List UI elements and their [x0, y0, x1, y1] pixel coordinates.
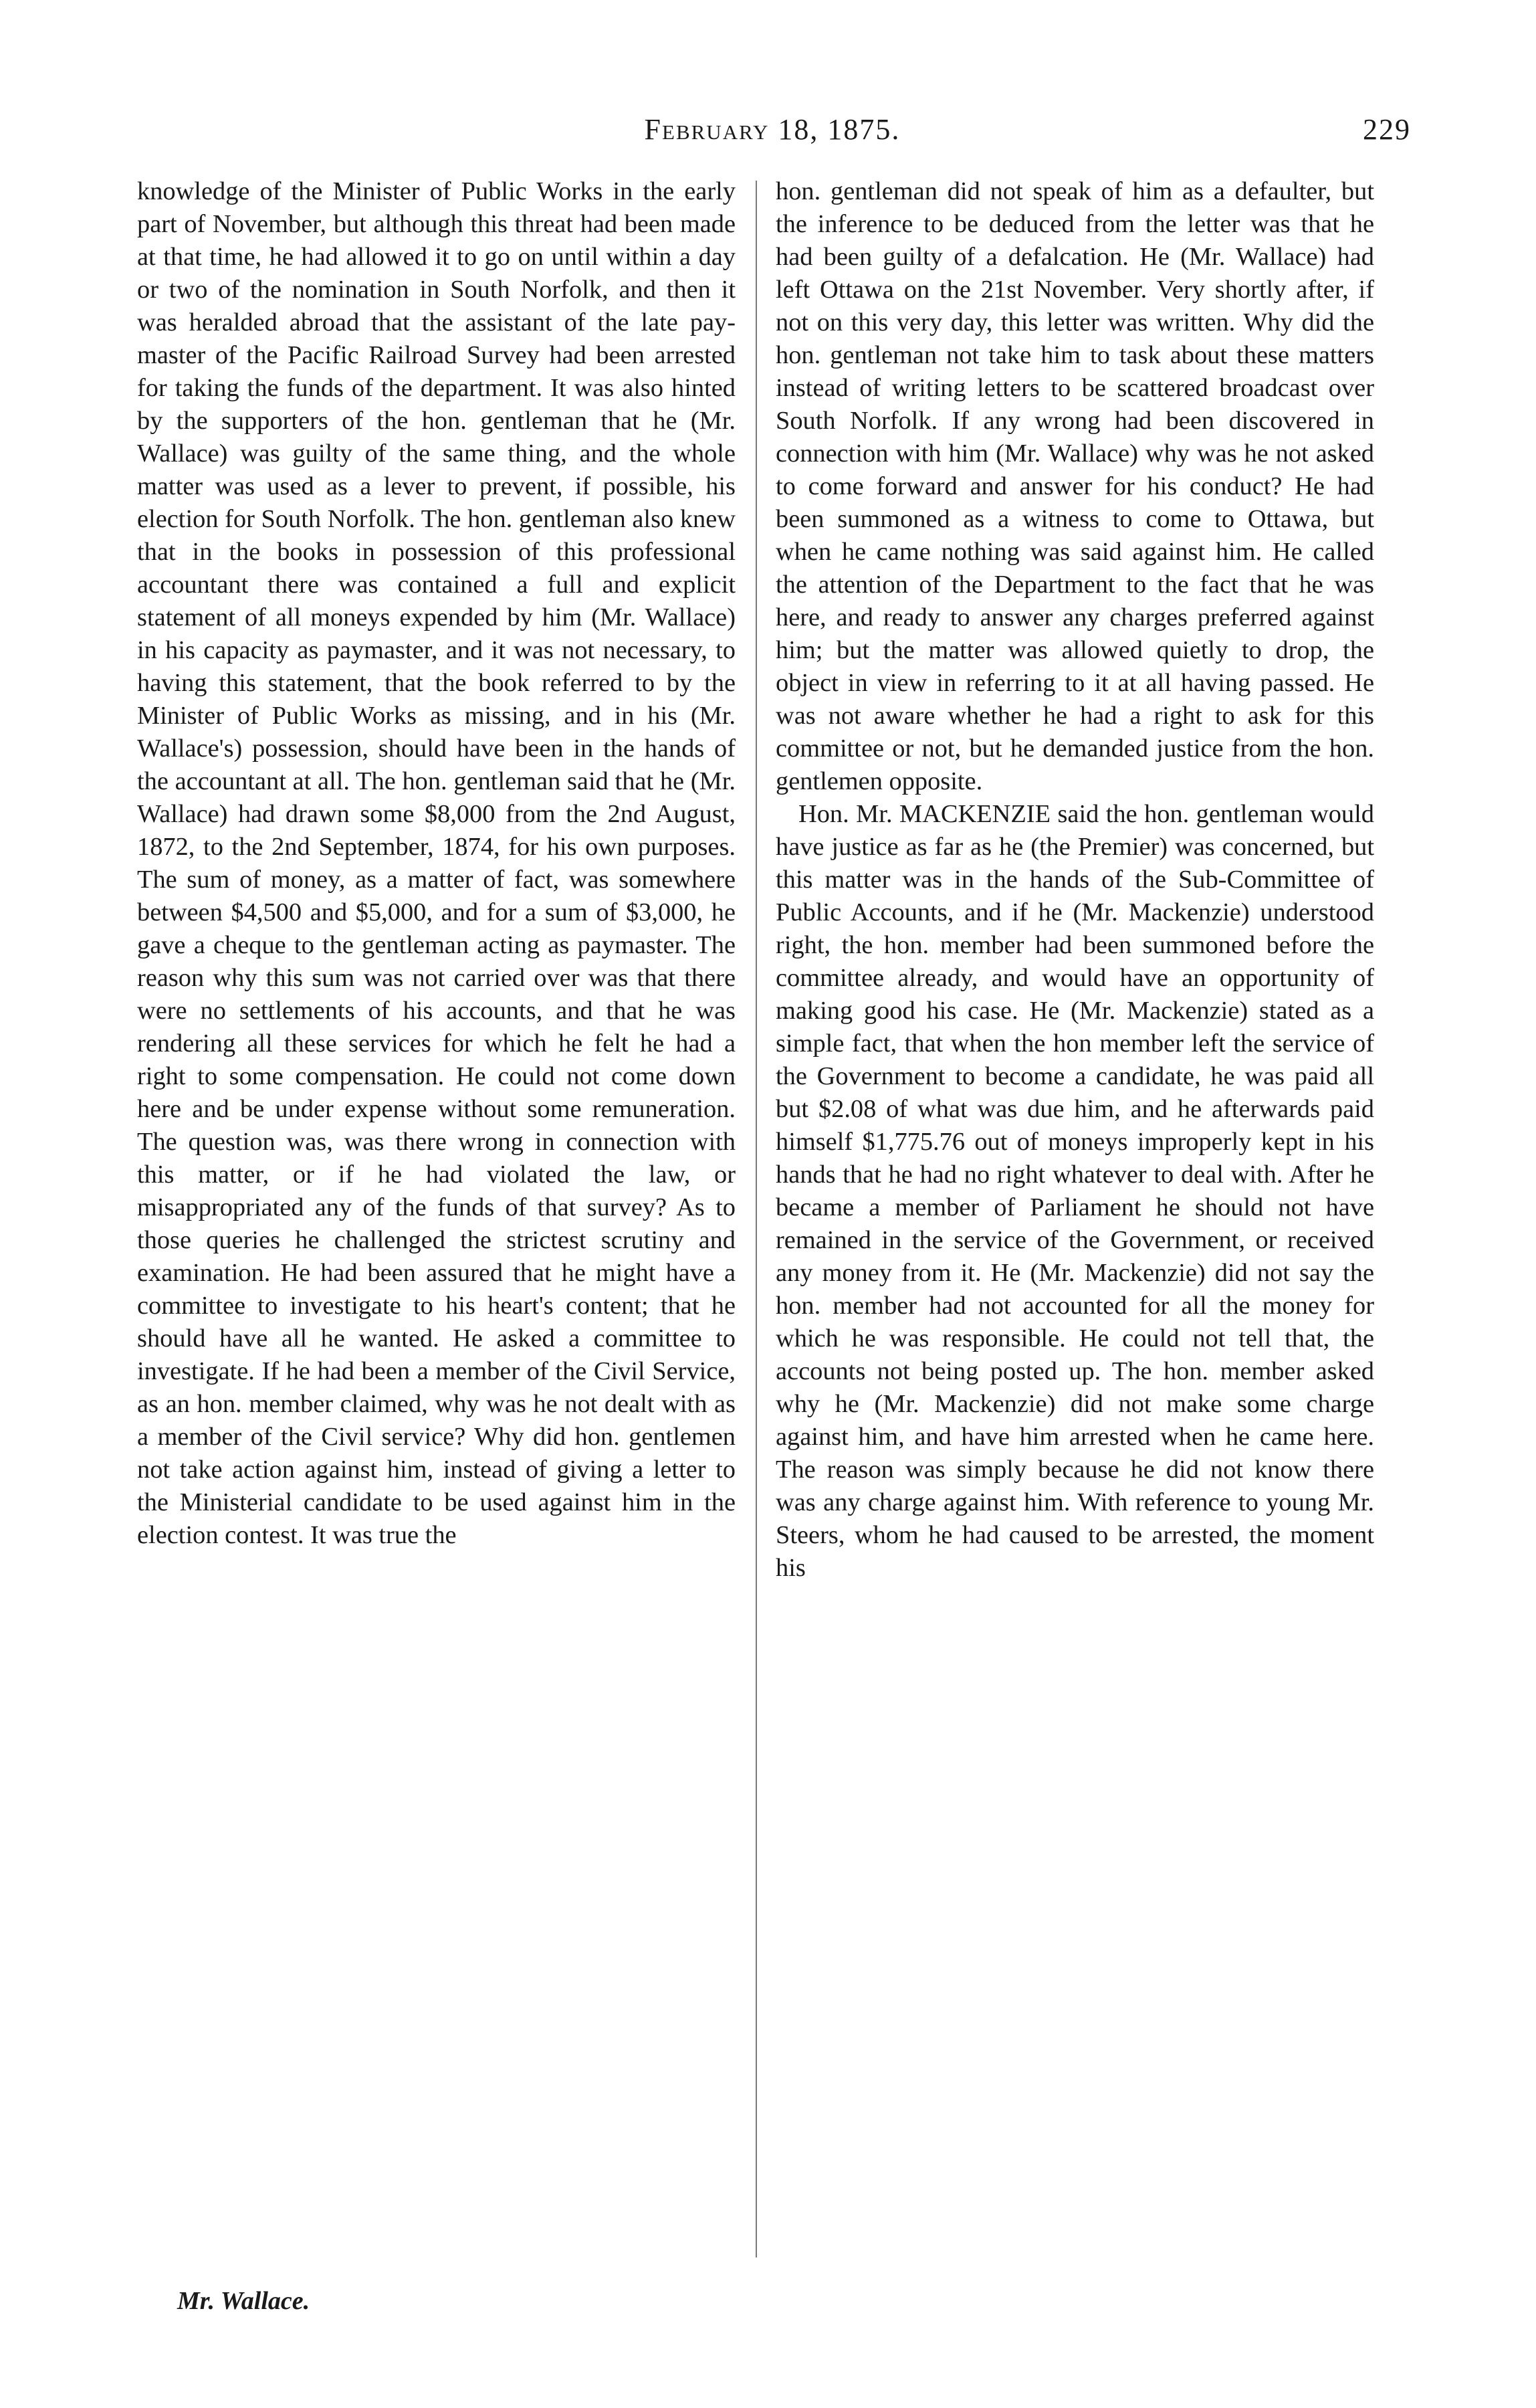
- running-title: February 18, 1875.: [644, 113, 901, 146]
- running-head: [134, 112, 1411, 153]
- right-column-paragraph: Hon. Mr. MACKENZIE said the hon. gentleman would have justice as far as he (the Premier) was concerned, but this matter was in the hands of the Sub-Committee of Public Accounts, and if he (Mr. Mackenzie) understood right, the hon. member had been summoned before the committee already, and would have an opportunity of making good his case. He (Mr. Mackenzie) stated as a simple fact, that when the hon member left the service of the Government to become a candidate, he was paid all but $2.08 of what was due him, and he afterwards paid himself $1,775.76 out of moneys improperly kept in his hands that he had no right whatever to deal with. After he became a member of Parliament he should not have remained in the service of the Government, or received any money from it. He (Mr. Mackenzie) did not say the hon. member had not accounted for all the money for which he was responsible. He could not tell that, the accounts not being posted up. The hon. member asked why he (Mr. Mackenzie) did not make some charge against him, and have him arrested when he came here. The reason was simply because he did not know there was any charge against him. With reference to young Mr. Steers, whom he had caused to be arrested, the moment his: [776, 800, 1374, 1582]
- left-column: [137, 175, 736, 2276]
- column-divider: [756, 181, 757, 2258]
- footer-speaker-name: Mr. Wallace.: [177, 2287, 310, 2315]
- left-column-paragraph: knowledge of the Minister of Public Works in the early part of November, but although this threat had been made at that time, he had allowed it to go on until within a day or two of the nomination in South Norfolk, and then it was heralded abroad that the assistant of the late pay-master of the Pacific Railroad Survey had been arrested for taking the funds of the department. It was also hinted by the supporters of the hon. gentleman that he (Mr. Wallace) was guilty of the same thing, and the whole matter was used as a lever to prevent, if possible, his election for South Norfolk. The hon. gentleman also knew that in the books in possession of this professional accountant there was contained a full and explicit statement of all moneys expended by him (Mr. Wallace) in his capacity as paymaster, and it was not necessary, to having this statement, that the book referred to by the Minister of Public Works as missing, and in his (Mr. Wallace's) possession, should have been in the hands of the accountant at all. The hon. gentleman said that he (Mr. Wallace) had drawn some $8,000 from the 2nd August, 1872, to the 2nd September, 1874, for his own purposes. The sum of money, as a matter of fact, was somewhere between $4,500 and $5,000, and for a sum of $3,000, he gave a cheque to the gentleman acting as paymaster. The reason why this sum was not carried over was that there were no settlements of his accounts, and that he was rendering all these services for which he felt he had a right to some compensation. He could not come down here and be under expense without some remuneration. The question was, was there wrong in connection with this matter, or if he had violated the law, or misappropriated any of the funds of that survey? As to those queries he challenged the strictest scrutiny and examination. He had been assured that he might have a committee to investigate to his heart's content; that he should have all he wanted. He asked a committee to investigate. If he had been a member of the Civil Service, as an hon. member claimed, why was he not dealt with as a member of the Civil service? Why did hon. gentlemen not take action against him, instead of giving a letter to the Ministerial candidate to be used against him in the election contest. It was true the: [137, 177, 736, 1549]
- right-column-paragraph: hon. gentleman did not speak of him as a defaulter, but the inference to be deduced from the letter was that he had been guilty of a defalcation. He (Mr. Wallace) had left Ottawa on the 21st November. Very shortly after, if not on this very day, this letter was written. Why did the hon. gentleman not take him to task about these matters instead of writing letters to be scattered broadcast over South Norfolk. If any wrong had been discovered in connection with him (Mr. Wallace) why was he not asked to come forward and answer for his conduct? He had been summoned as a witness to come to Ottawa, but when he came nothing was said against him. He called the attention of the Department to the fact that he was here, and ready to answer any charges preferred against him; but the matter was allowed quietly to drop, the object in view in referring to it at all having passed. He was not aware whether he had a right to ask for this committee or not, but he demanded justice from the hon. gentlemen opposite.: [776, 177, 1374, 795]
- page-number: 229: [1363, 113, 1411, 146]
- right-column: [776, 175, 1374, 2276]
